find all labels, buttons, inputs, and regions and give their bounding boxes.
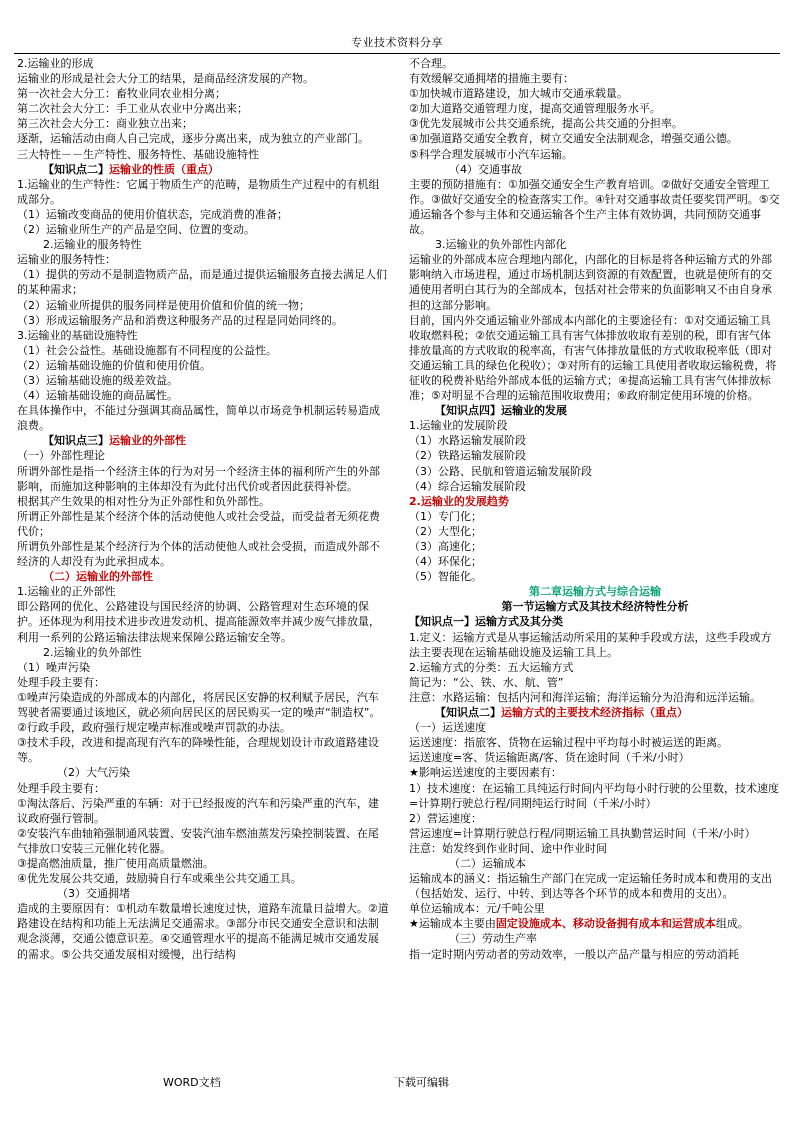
paragraph-text: 1）技术速度：在运输工具纯运行时间内平均每小时行驶的公里数，技术速度=计算期行驶总行程/同期纯运行时间（千米/小时） — [409, 781, 779, 810]
paragraph-line — [409, 765, 781, 780]
paragraph-line — [409, 448, 781, 463]
paragraph-text: 2.运输方式的分类：五大运输方式 — [409, 660, 574, 674]
paragraph-text: （3）高速化； — [409, 540, 482, 553]
paragraph-text: 第一次社会大分工：畜牧业同农业相分离； — [17, 87, 226, 101]
paragraph-text: 运输成本的涵义：指运输生产部门在完成一定运输任务时成本和费用的支出（包括始发、运行、中转、到达等各个环节的成本和费用的支出）。 — [409, 872, 772, 901]
paragraph-text: 注意：始发终到作业时间、途中作业时间 — [409, 841, 607, 855]
paragraph-line — [17, 584, 389, 599]
paragraph-line — [17, 207, 389, 222]
paragraph-text: ②安装汽车曲轴箱强制通风装置、安装汽油车燃油蒸发污染控制装置、在尾气排放口安装三元催化转化器。 — [17, 826, 379, 855]
paragraph-line — [409, 131, 781, 146]
paragraph-text: （2）运输业所生产的产品是空间、位置的变动。 — [17, 223, 255, 237]
paragraph-line — [17, 343, 389, 358]
paragraph-line — [17, 720, 389, 735]
paragraph-line — [409, 433, 781, 448]
paragraph-line — [409, 750, 781, 765]
paragraph-line — [409, 675, 781, 690]
paragraph-text: 三大特性－－生产特性、服务特性、基础设施特性 — [17, 147, 259, 161]
paragraph-line — [17, 56, 389, 71]
paragraph-line — [17, 358, 389, 373]
paragraph-text: 3.运输业的负外部性内部化 — [435, 238, 567, 252]
paragraph-line — [409, 735, 781, 750]
paragraph-text: ★影响运送速度的主要因素有： — [409, 766, 562, 780]
paragraph-line — [17, 690, 389, 720]
paragraph-line — [17, 509, 389, 539]
paragraph-line — [17, 901, 389, 961]
paragraph-line — [409, 660, 781, 675]
paragraph-line — [409, 841, 781, 856]
paragraph-line — [409, 71, 781, 86]
paragraph-line — [409, 494, 781, 509]
header-rule — [14, 53, 780, 54]
paragraph-line — [17, 539, 389, 569]
paragraph-line — [409, 464, 781, 479]
paragraph-line — [409, 690, 781, 705]
paragraph-text: （2）运输业所提供的服务同样是使用价值和价值的统一物； — [17, 298, 310, 312]
paragraph-text: ②加大道路交通管理力度，提高交通管理服务水平。 — [409, 102, 661, 116]
paragraph-line — [409, 147, 781, 162]
paragraph-line — [409, 871, 781, 901]
paragraph-text: 运输业的形成是社会大分工的结果，是商品经济发展的产物。 — [17, 72, 314, 86]
paragraph-line — [409, 947, 781, 962]
paragraph-text: ①加快城市道路建设，加大城市交通承载量。 — [409, 87, 628, 101]
paragraph-text: ③提高燃油质量，推广使用高质量燃油。 — [17, 856, 214, 870]
paragraph-line — [17, 298, 389, 313]
paragraph-line — [17, 71, 389, 86]
paragraph-text: （1）社会公益性。基础设施都有不同程度的公益性。 — [17, 343, 277, 357]
paragraph-text: 所谓正外部性是某个经济个体的活动使他人或社会受益，而受益者无须花费代价； — [17, 509, 380, 538]
paragraph-text: （二）运输业的外部性 — [43, 570, 153, 584]
paragraph-text: 运送速度=客、货运输距离/客、货在途时间（千米/小时） — [409, 751, 690, 765]
highlight-text: 运输业的外部性 — [109, 434, 186, 448]
paragraph-text: （4）运输基础设施的商品属性。 — [17, 389, 178, 403]
paragraph-line — [17, 675, 389, 690]
paragraph-text: ④加强道路交通安全教育，树立交通安全法制观念，增强交通公德。 — [409, 132, 738, 146]
paragraph-text: 主要的预防措施有：①加强交通安全生产教育培训。②做好交通安全管理工作。③做好交通安全的检查落实工作。④针对交通事故责任要奖罚严明。⑤交通运输各个参与主体和交通运输各个生产主体有效协调，共同预防交通事故。 — [409, 177, 780, 237]
paragraph-line — [409, 614, 781, 629]
paragraph-text: ③技术手段，改进和提高现有汽车的降噪性能，合理规划设计市政道路建设等。 — [17, 736, 379, 765]
paragraph-line — [409, 313, 781, 404]
paragraph-text: 1.运输业的发展阶段 — [409, 419, 508, 433]
paragraph-line — [17, 222, 389, 237]
paragraph-text: （2）运输基础设施的价值和使用价值。 — [17, 358, 211, 372]
paragraph-text: ④优先发展公共交通，鼓励骑自行车或乘坐公共交通工具。 — [17, 872, 302, 886]
paragraph-text: 单位运输成本：元/千吨公里 — [409, 902, 545, 916]
paragraph-line — [17, 765, 389, 780]
paragraph-text: ②行政手段，政府强行规定噪声标准或噪声罚款的办法。 — [17, 721, 291, 735]
paragraph-text: （一）运送速度 — [409, 721, 486, 735]
paragraph-text: 3.运输业的基础设施特性 — [17, 328, 138, 342]
paragraph-tail: 组成。 — [715, 917, 749, 931]
paragraph-line — [409, 509, 781, 524]
paragraph-text: 1.运输业的生产特性：它属于物质生产的范畴，是物质生产过程中的有机组成部分。 — [17, 177, 380, 206]
paragraph-line — [17, 86, 389, 101]
paragraph-line — [17, 660, 389, 675]
paragraph-line — [409, 916, 781, 931]
paragraph-line — [17, 237, 389, 252]
paragraph-text: 2.运输业的负外部性 — [43, 645, 142, 659]
paragraph-line — [409, 56, 781, 71]
paragraph-text: 1.定义：运输方式是从事运输活动所采用的某种手段或方法，这些手段或方法主要表现在运输基础设施及运输工具上。 — [409, 630, 772, 659]
paragraph-line — [409, 856, 781, 871]
paragraph-line — [17, 856, 389, 871]
paragraph-line — [17, 886, 389, 901]
paragraph-text: ①噪声污染造成的外部成本的内部化，将居民区安静的权利赋予居民，汽车驾驶者需要通过该地区，就必须向居民区的居民购买一定的噪声“制造权”。 — [17, 690, 381, 720]
paragraph-text: 处理手段主要有： — [17, 675, 105, 689]
paragraph-text: 在具体操作中，不能过分强调其商品属性，简单以市场竞争机制运转易造成浪费。 — [17, 404, 380, 433]
paragraph-text: 第二次社会大分工：手工业从农业中分离出来； — [17, 102, 248, 116]
paragraph-line — [409, 630, 781, 660]
paragraph-line — [17, 826, 389, 856]
highlight-text: 运输业的性质（重点） — [109, 162, 219, 176]
paragraph-text: （三）劳动生产率 — [449, 932, 537, 946]
paragraph-line — [17, 403, 389, 433]
paragraph-text: （4）交通事故 — [449, 162, 522, 176]
paragraph-line — [409, 524, 781, 539]
paragraph-text: 1.运输业的正外部性 — [17, 585, 116, 599]
paragraph-text: 所谓外部性是指一个经济主体的行为对另一个经济主体的福利所产生的外部影响，而施加这种影响的主体却没有为此付出代价或者因此获得补偿。 — [17, 464, 380, 493]
paragraph-text: （5）智能化。 — [409, 570, 482, 584]
paragraph-line — [17, 569, 389, 584]
paragraph-text: 2.运输业的发展趋势 — [409, 494, 509, 508]
paragraph-line — [409, 826, 781, 841]
paragraph-line — [17, 252, 389, 267]
page-header: 专业技术资料分享 — [351, 36, 443, 49]
paragraph-text: 营运速度=计算期行驶总行程/同期运输工具执勤营运时间（千米/小时） — [409, 826, 756, 840]
paragraph-text: 2.运输业的服务特性 — [43, 238, 142, 252]
paragraph-line — [409, 177, 781, 237]
paragraph-text: （2）大型化； — [409, 524, 482, 538]
right-column — [409, 56, 781, 962]
paragraph-text: （1）噪声污染 — [17, 660, 90, 674]
paragraph-text: 指一定时期内劳动者的劳动效率，一般以产品产量与相应的劳动消耗 — [409, 947, 739, 961]
paragraph-line — [409, 116, 781, 131]
paragraph-text: （3）公路、民航和管道运输发展阶段 — [409, 464, 592, 478]
paragraph-line — [409, 901, 781, 916]
paragraph-text: 注意：水路运输：包括内河和海洋运输；海洋运输分为沿海和远洋运输。 — [409, 690, 761, 704]
paragraph-text: 第二章运输方式与综合运输 — [529, 585, 661, 599]
paragraph-line — [409, 705, 781, 720]
paragraph-line — [409, 252, 781, 312]
paragraph-line — [17, 781, 389, 796]
paragraph-text: 【知识点四】运输业的发展 — [435, 404, 567, 418]
paragraph-text: （2）大气污染 — [57, 766, 130, 780]
paragraph-text: 不合理。 — [409, 57, 453, 70]
paragraph-line — [409, 811, 781, 826]
paragraph-line — [409, 101, 781, 116]
paragraph-line — [17, 116, 389, 131]
paragraph-line — [17, 313, 389, 328]
paragraph-text: 第三次社会大分工：商业独立出来； — [17, 117, 193, 131]
paragraph-text: （3）运输基础设施的级差效益。 — [17, 373, 178, 387]
paragraph-text: 运输业的服务特性： — [17, 253, 116, 267]
paragraph-text: ★运输成本主要由 — [409, 917, 496, 931]
paragraph-text: 目前，国内外交通运输业外部成本内部化的主要途径有：①对交通运输工具收取燃料税；②依交通运输工具有害气体排放收取有差别的税，即有害气体排放量高的方式收取的税率高，有害气体排放量低的方式收取税率低（即对交通运输工具的绿色化税收）；③对所有的运输工具使用者收取运输税费，将征收的税费补贴给外部成本低的运输方式；④提高运输工具有害气体排放标准；⑤对明显不合理的运输范围收取费用；⑥政府制定使用环境的价格。 — [409, 313, 777, 403]
paragraph-text: ①淘汰落后、污染严重的车辆：对于已经报废的汽车和污染严重的汽车，建议政府强行管制。 — [17, 796, 379, 825]
paragraph-line — [17, 494, 389, 509]
paragraph-text: （二）运输成本 — [449, 856, 526, 870]
paragraph-text: 第一节运输方式及其技术经济特性分析 — [501, 600, 689, 614]
paragraph-text: ③优先发展城市公共交通系统，提高公共交通的分担率。 — [409, 117, 683, 131]
paragraph-line — [409, 584, 781, 599]
paragraph-line — [409, 781, 781, 811]
paragraph-text: 【知识点二】 — [43, 162, 109, 176]
paragraph-text: 有效缓解交通拥堵的措施主要有： — [409, 72, 574, 86]
paragraph-line — [17, 373, 389, 388]
footer-left: WORD文档 — [163, 1076, 221, 1089]
paragraph-line — [17, 147, 389, 162]
paragraph-text: （3）交通拥堵 — [57, 887, 130, 901]
paragraph-line — [409, 418, 781, 433]
paragraph-line — [17, 871, 389, 886]
paragraph-line — [409, 403, 781, 418]
paragraph-line — [17, 796, 389, 826]
paragraph-text: （4）环保化； — [409, 555, 482, 569]
paragraph-text: 即公路网的优化、公路建设与国民经济的协调、公路管理对生态环境的保护。还体现为利用技术进步改进发动机、提高能源效率并减少废气排放量，利用一系列的公路运输法律法规来保障公路运输安全等。 — [17, 600, 380, 644]
paragraph-line — [409, 162, 781, 177]
paragraph-line — [409, 86, 781, 101]
paragraph-line — [409, 720, 781, 735]
paragraph-line — [409, 479, 781, 494]
paragraph-text: 【知识点三】 — [43, 434, 109, 448]
paragraph-text: 所谓负外部性是某个经济行为个体的活动使他人或社会受损，而造成外部不经济的人却没有为此承担成本。 — [17, 540, 380, 569]
paragraph-line — [409, 554, 781, 569]
paragraph-text: 2.运输业的形成 — [17, 57, 94, 70]
paragraph-text: 处理手段主要有： — [17, 781, 105, 795]
paragraph-line — [409, 539, 781, 554]
paragraph-text: （一）外部性理论 — [17, 449, 105, 463]
paragraph-line — [17, 328, 389, 343]
paragraph-line — [17, 177, 389, 207]
paragraph-line — [409, 931, 781, 946]
highlight-text: 固定设施成本、移动设备拥有成本和运营成本 — [495, 917, 716, 931]
paragraph-line — [17, 388, 389, 403]
paragraph-text: 逐渐，运输活动由商人自己完成，逐步分离出来，成为独立的产业部门。 — [17, 132, 369, 146]
paragraph-line — [17, 599, 389, 644]
paragraph-line — [409, 237, 781, 252]
paragraph-line — [17, 267, 389, 297]
highlight-text: 运输方式的主要技术经济指标（重点） — [501, 706, 688, 720]
paragraph-text: （2）铁路运输发展阶段 — [409, 449, 526, 463]
paragraph-line — [409, 599, 781, 614]
paragraph-text: ⑤科学合理发展城市小汽车运输。 — [409, 147, 573, 161]
paragraph-line — [17, 101, 389, 116]
paragraph-text: （1）运输改变商品的使用价值状态，完成消费的准备； — [17, 207, 288, 221]
paragraph-line — [17, 131, 389, 146]
paragraph-text: （1）水路运输发展阶段 — [409, 434, 526, 448]
paragraph-text: 【知识点二】 — [435, 706, 501, 720]
paragraph-text: （1）专门化； — [409, 509, 482, 523]
paragraph-text: 2）营运速度： — [409, 811, 482, 825]
paragraph-text: 运送速度：指旅客、货物在运输过程中平均每小时被运送的距离。 — [409, 736, 728, 750]
paragraph-text: 【知识点一】运输方式及其分类 — [409, 615, 563, 629]
left-column — [17, 56, 389, 962]
paragraph-text: （4）综合运输发展阶段 — [409, 479, 526, 493]
paragraph-line — [409, 569, 781, 584]
paragraph-text: 简记为：“公、铁、水、航、管” — [409, 675, 564, 689]
paragraph-text: （3）形成运输服务产品和消费这种服务产品的过程是同始同终的。 — [17, 313, 343, 327]
paragraph-line — [17, 433, 389, 448]
paragraph-line — [17, 735, 389, 765]
paragraph-text: （1）提供的劳动不是制造物质产品，而是通过提供运输服务直接去满足人们的某种需求； — [17, 268, 387, 297]
paragraph-line — [17, 448, 389, 463]
paragraph-text: 根据其产生效果的相对性分为正外部性和负外部性。 — [17, 494, 270, 508]
paragraph-line — [17, 464, 389, 494]
paragraph-text: 运输业的外部成本应合理地内部化，内部化的目标是将各种运输方式的外部影响纳入市场进程，通过市场机制达到资源的有效配置，也就是使所有的交通使用者明白其行为的全部成本，包括对社会带来的负面影响又不由自身承担的这部分影响。 — [409, 253, 772, 312]
paragraph-line — [17, 162, 389, 177]
paragraph-text: 造成的主要原因有：①机动车数量增长速度过快，道路车流量日益增大。②道路建设在结构和功能上无法满足交通需求。③部分市民交通安全意识和法制观念淡薄，交通公德意识差。④交通管理水平的提高不能满足城市交通发展的需求。⑤公共交通发展相对缓慢，出行结构 — [17, 902, 389, 961]
paragraph-line — [17, 645, 389, 660]
footer-right: 下载可编辑 — [394, 1076, 449, 1089]
